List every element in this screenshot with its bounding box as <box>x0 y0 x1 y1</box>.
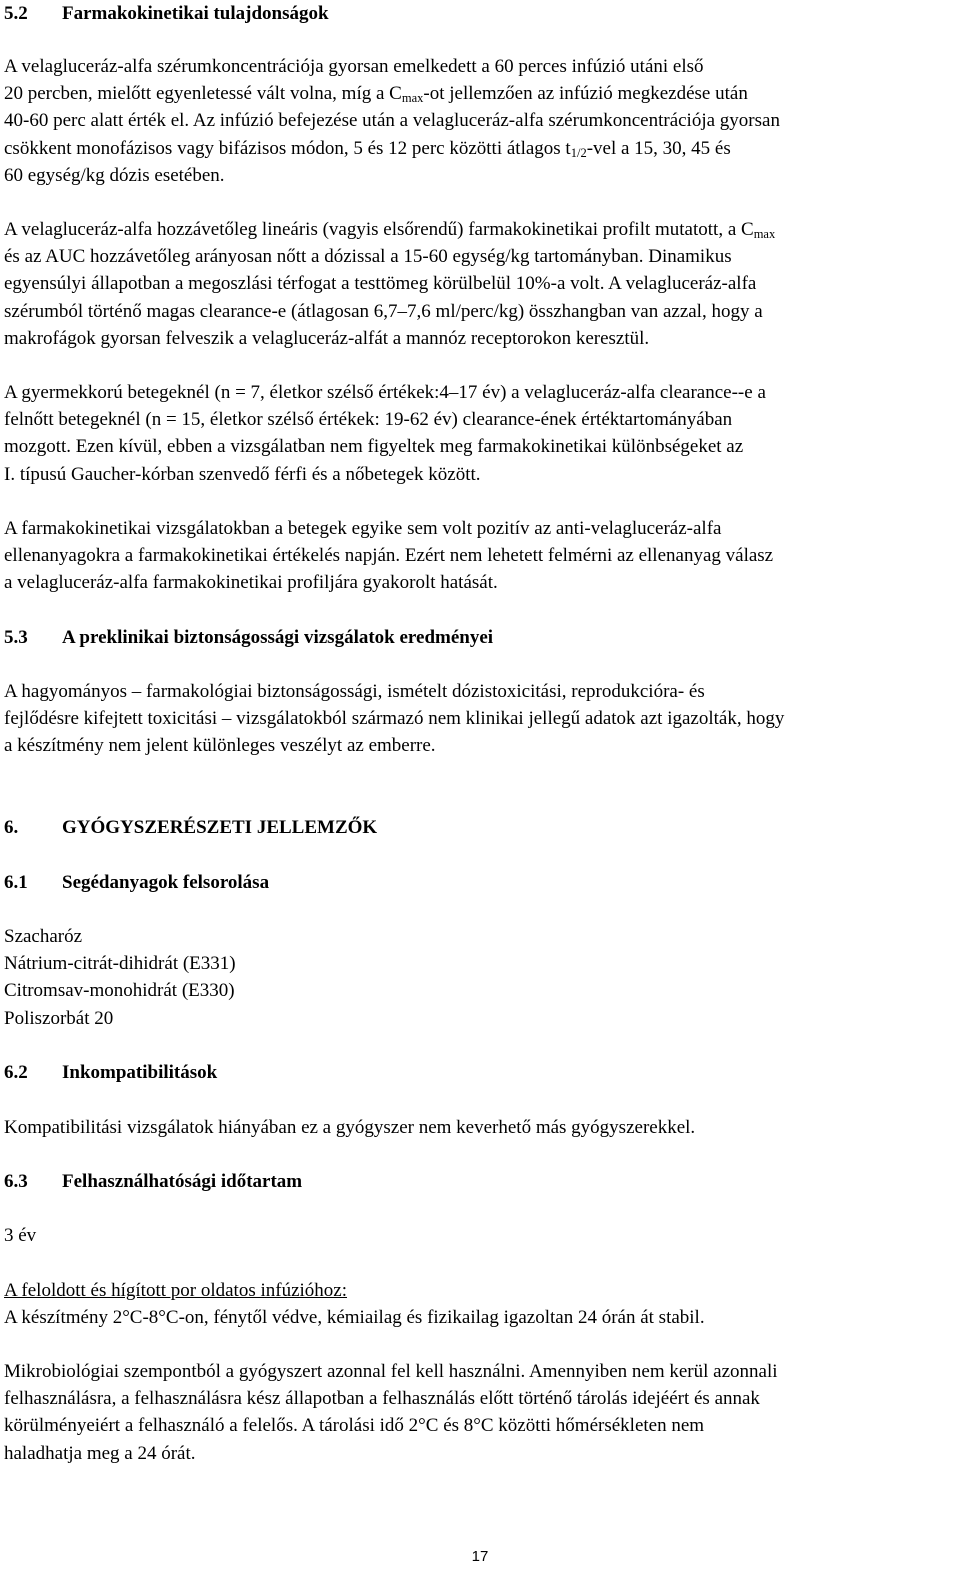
paragraph-pk-pediatric: A gyermekkorú betegeknél (n = 7, életkor szélső értékek:4–17 év) a velagluceráz-alfa clearance--e a felnőtt betegeknél (n = 15, életkor szélső értékek: 19-62 év) clearance-ének értéktartományában mozgott. Ezen kívül, ebben a vizsgálatban nem figyeltek meg farmakokinetikai különbségeket az I. típusú Gaucher-kórban szenvedő férfi és a nőbetegek között. <box>4 382 766 485</box>
section-heading-5-2: 5.2 Farmakokinetikai tulajdonságok <box>4 3 329 24</box>
paragraph-pk-antibodies: A farmakokinetikai vizsgálatokban a betegek egyike sem volt pozitív az anti-velagluceráz-alfa ellenanyagokra a farmakokinetikai értékelés napján. Ezért nem lehetett felmérni az ellenanyag válasz a velagluceráz-alfa farmakokinetikai profiljára gyakorolt hatását. <box>4 518 774 594</box>
paragraph-pk-linear: A velagluceráz-alfa hozzávetőleg lineáris (vagyis elsőrendű) farmakokinetikai profilt mutatott, a $C_{max}$ és az AUC hozzávetőleg arányosan nőtt a dózissal a 15-60 egység/kg tartományban. Dinamikus egyensúlyi állapotban a megoszlási térfogat a testtömeg körülbelül 10%-a volt. A velagluceráz-alfa szérumból történő magas clearance-e (átlagosan 6,7–7,6 ml/perc/kg) összhangban van azzal, hogy a makrofágok gyorsan felveszik a velagluceráz-alfát a mannóz receptorokon keresztül. <box>4 219 776 349</box>
section-heading-6-3: 6.3 Felhasználhatósági időtartam <box>4 1171 303 1192</box>
list-item: Szacharóz <box>4 926 83 947</box>
section-heading-5-3: 5.3 A preklinikai biztonságossági vizsgálatok eredményei <box>4 627 494 648</box>
excipient-list <box>4 923 956 1032</box>
paragraph-preclinical: A hagyományos – farmakológiai biztonságossági, ismételt dózistoxicitási, reprodukcióra- és fejlődésre kifejtett toxicitási – vizsgálatokból származó nem klinikai jellegű adatok azt igazolták, hogy a készítmény nem jelent különleges veszélyt az emberre. <box>4 681 785 757</box>
shelf-life-value: 3 év <box>4 1225 37 1246</box>
paragraph-microbiology: Mikrobiológiai szempontból a gyógyszert azonnal fel kell használni. Amennyiben nem kerül azonnali felhasználásra, a felhasználásra kész állapotban a felhasználás előtt történő tárolás idejéért és annak körülményeiért a felhasználó a felelős. A tárolási idő 2°C és 8°C közötti hőmérsékleten nem haladhatja meg a 24 órát. <box>4 1361 778 1464</box>
section-heading-6: 6. GYÓGYSZERÉSZETI JELLEMZŐK <box>4 817 378 838</box>
paragraph-incompatibilities: Kompatibilitási vizsgálatok hiányában ez a gyógyszer nem keverhető más gyógyszerekkel. <box>4 1117 696 1138</box>
subheading-reconstituted: A feloldott és hígított por oldatos infúzióhoz: <box>4 1280 348 1301</box>
list-item: Nátrium-citrát-dihidrát (E331) <box>4 953 236 975</box>
reconstituted-storage: A feloldott és hígított por oldatos infúzióhoz: A készítmény 2°C-8°C-on, fénytől védve, kémiailag és fizikailag igazoltan 24 órán át stabil. <box>4 1277 956 1331</box>
list-item: Poliszorbát 20 <box>4 1007 114 1029</box>
section-heading-6-1: 6.1 Segédanyagok felsorolása <box>4 872 270 893</box>
section-heading-6-2: 6.2 Inkompatibilitások <box>4 1062 218 1083</box>
page-number: 17 <box>471 1548 489 1565</box>
paragraph-pk-serum: A velagluceráz-alfa szérumkoncentrációja gyorsan emelkedett a 60 perces infúzió utáni első 20 percben, mielőtt egyenletessé vált volna, míg a $C_{max}-ot$ jellemzően az infúzió megkezdése után 40-60 perc alatt érték el. Az infúzió befejezése után a velagluceráz-alfa szérumkoncentrációja gyorsan csökkent monofázisos vagy bifázisos módon, 5 és 12 perc közötti átlagos $t_{1/2}$-vel a 15, 30, 45 és 60 egység/kg dózis esetében. <box>4 56 780 186</box>
list-item: Citromsav-monohidrát (E330) <box>4 980 235 1002</box>
